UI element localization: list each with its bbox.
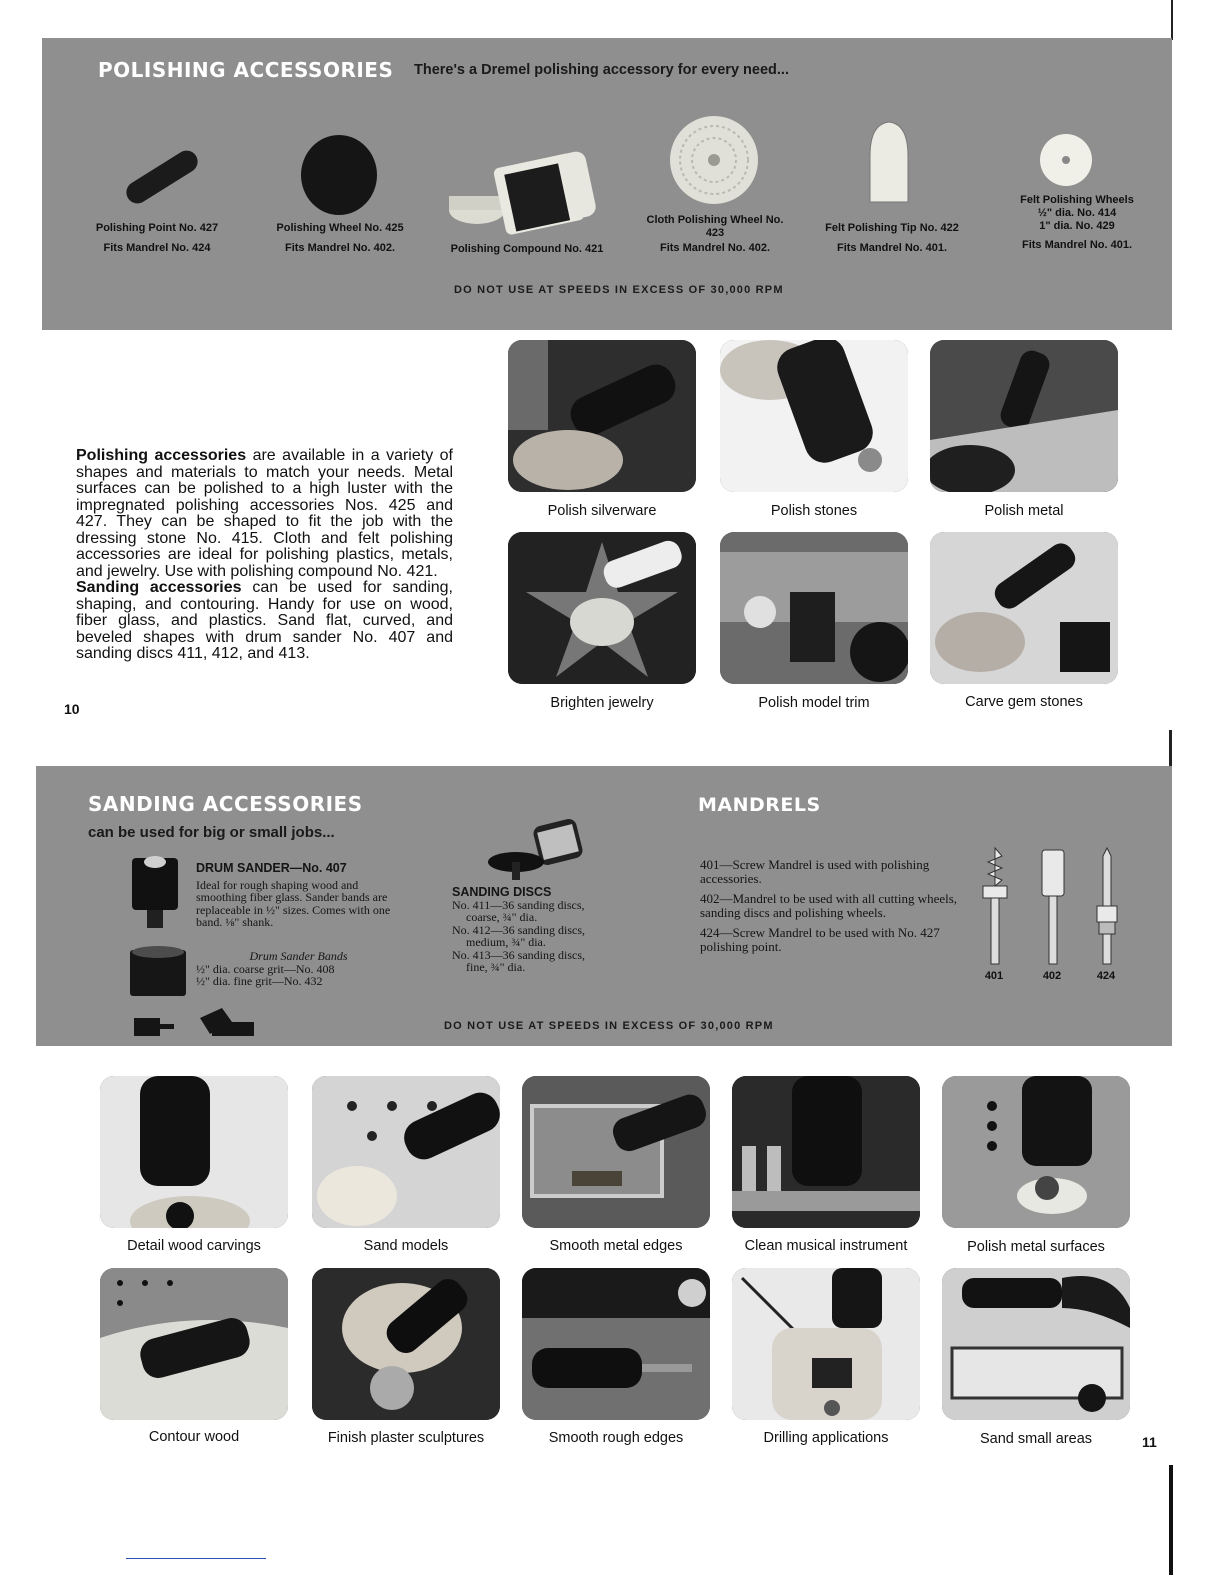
sanding-parts-image	[132, 1004, 256, 1040]
polishing-bold-lead: Polishing accessories	[76, 447, 247, 464]
photo-detail-wood-carvings	[100, 1076, 288, 1228]
sanding-disc-line: No. 411—36 sanding discs,	[452, 897, 585, 912]
product-label-cloth-polishing-wheel: Cloth Polishing Wheel No. 423 Fits Mandrel No. 402.	[646, 214, 784, 254]
cloth-polishing-wheel-image	[664, 110, 764, 210]
product-label-polishing-point: Polishing Point No. 427 Fits Mandrel No. 424	[95, 222, 219, 254]
polishing-tagline: There's a Dremel polishing accessory for every need...	[414, 62, 789, 78]
caption-contour-wood: Contour wood	[148, 1429, 240, 1445]
photo-polish-metal	[930, 340, 1118, 492]
polishing-wheel-image	[294, 130, 384, 220]
caption-polish-silverware: Polish silverware	[547, 503, 657, 519]
product-label-polishing-compound: Polishing Compound No. 421	[450, 243, 604, 255]
photo-drilling-applications	[732, 1268, 920, 1420]
sanding-disc-line: fine, ¾" dia.	[466, 960, 526, 974]
mandrel-item-402: 402—Mandrel to be used with all cutting wheels, sanding discs and polishing wheels.	[700, 891, 958, 920]
product-label-polishing-wheel: Polishing Wheel No. 425 Fits Mandrel No. 402.	[276, 222, 404, 254]
mandrel-item-401: 401—Screw Mandrel is used with polishing accessories.	[700, 857, 930, 886]
drum-sander-block	[196, 862, 401, 929]
caption-polish-model-trim: Polish model trim	[758, 695, 870, 711]
polishing-point-image	[112, 138, 212, 208]
caption-polish-metal: Polish metal	[984, 503, 1064, 519]
sanding-discs-heading: SANDING DISCS	[452, 885, 552, 899]
caption-finish-plaster-sculptures: Finish plaster sculptures	[327, 1430, 485, 1446]
sanding-bold-lead: Sanding accessories	[76, 579, 242, 596]
right-edge-line	[1169, 1465, 1173, 1575]
photo-sand-models	[312, 1076, 500, 1228]
caption-detail-wood-carvings: Detail wood carvings	[127, 1238, 261, 1254]
sanding-discs-image	[482, 816, 592, 886]
bottom-rule	[126, 1558, 266, 1559]
caption-smooth-metal-edges: Smooth metal edges	[549, 1238, 683, 1254]
mandrel-label-402: 402	[1042, 970, 1062, 982]
caption-polish-stones: Polish stones	[770, 503, 858, 519]
sanding-disc-line: medium, ¾" dia.	[466, 935, 546, 949]
sanding-disc-line: No. 412—36 sanding discs,	[452, 922, 585, 937]
photo-clean-musical-instrument	[732, 1076, 920, 1228]
polishing-compound-image	[447, 138, 617, 238]
felt-polishing-tip-image	[864, 120, 914, 206]
polishing-title: POLISHING ACCESSORIES	[98, 58, 394, 82]
photo-polish-stones	[720, 340, 908, 492]
felt-polishing-wheel-image	[1036, 130, 1096, 190]
mandrel-label-424: 424	[1096, 970, 1116, 982]
caption-drilling-applications: Drilling applications	[763, 1430, 889, 1446]
photo-brighten-jewelry	[508, 532, 696, 684]
mandrels-title: MANDRELS	[698, 794, 821, 816]
drum-sander-heading: DRUM SANDER—No. 407	[196, 861, 347, 875]
sanding-discs-block	[452, 886, 632, 974]
caption-clean-musical-instrument: Clean musical instrument	[744, 1238, 908, 1254]
drum-sander-band-coarse: ½" dia. coarse grit—No. 408	[196, 961, 335, 976]
page-number-right: 11	[1142, 1434, 1157, 1450]
photo-smooth-rough-edges	[522, 1268, 710, 1420]
photo-polish-model-trim	[720, 532, 908, 684]
product-label-felt-polishing-wheels: Felt Polishing Wheels ½" dia. No. 414 1" dia. No. 429 Fits Mandrel No. 401.	[1020, 194, 1134, 251]
photo-smooth-metal-edges	[522, 1076, 710, 1228]
sanding-subtitle: can be used for big or small jobs...	[88, 824, 335, 841]
polishing-text: are available in a variety of shapes and materials to match your needs. Metal surfaces can be polished to a high luster with the impregnated polishing accessories Nos. 425 and 427. They can be shaped to fit the job with the dressing stone No. 415. Cloth and felt polishing accessories are ideal for polishing plastics, metals, and jewelry. Use with polishing compound No. 421.	[76, 447, 454, 580]
sanding-text: can be used for sanding, shaping, and contouring. Handy for use on wood, fiber glass, and plastics. Sand flat, curved, and beveled shapes with drum sander No. 407 and sanding discs 411, 412, and 413.	[76, 579, 453, 662]
polishing-speed-warning: DO NOT USE AT SPEEDS IN EXCESS OF 30,000 RPM	[454, 284, 784, 296]
caption-carve-gem-stones: Carve gem stones	[965, 694, 1083, 710]
photo-carve-gem-stones	[930, 532, 1118, 684]
mandrel-label-401: 401	[984, 970, 1004, 982]
photo-sand-small-areas	[942, 1268, 1130, 1420]
photo-polish-metal-surfaces	[942, 1076, 1130, 1228]
caption-smooth-rough-edges: Smooth rough edges	[548, 1430, 684, 1446]
drum-sander-text: Ideal for rough shaping wood and smoothing fiber glass. Sander bands are replaceable in ½" sizes. Comes with one band. ⅛" shank.	[196, 877, 391, 929]
drum-sander-band-fine: ½" dia. fine grit—No. 432	[196, 974, 323, 988]
sanding-title: SANDING ACCESSORIES	[88, 792, 363, 816]
photo-contour-wood	[100, 1268, 288, 1420]
drum-sander-bands-image	[128, 944, 188, 1000]
mandrel-402-image	[1038, 846, 1068, 966]
page-number-left: 10	[64, 701, 80, 717]
mandrel-item-424: 424—Screw Mandrel to be used with No. 427 polishing point.	[700, 925, 940, 954]
right-edge-line	[1169, 730, 1172, 770]
mandrel-424-image	[1092, 846, 1122, 966]
photo-polish-silverware	[508, 340, 696, 492]
sanding-disc-line: No. 413—36 sanding discs,	[452, 947, 585, 962]
mandrel-401-image	[980, 846, 1010, 966]
photo-finish-plaster-sculptures	[312, 1268, 500, 1420]
caption-sand-small-areas: Sand small areas	[979, 1431, 1093, 1447]
mandrels-list	[700, 858, 970, 954]
polishing-band	[42, 38, 1172, 330]
caption-brighten-jewelry: Brighten jewelry	[550, 695, 654, 711]
caption-sand-models: Sand models	[363, 1238, 449, 1254]
sanding-band	[36, 766, 1172, 1046]
drum-sander-bands-heading: Drum Sander Bands	[249, 949, 348, 963]
drum-sander-image	[130, 854, 180, 930]
drum-sander-bands-block	[196, 950, 401, 988]
sanding-speed-warning: DO NOT USE AT SPEEDS IN EXCESS OF 30,000 RPM	[444, 1020, 774, 1032]
caption-polish-metal-surfaces: Polish metal surfaces	[967, 1239, 1105, 1255]
right-edge-line	[1171, 0, 1173, 40]
sanding-disc-line: coarse, ¾" dia.	[466, 910, 538, 924]
product-label-felt-polishing-tip: Felt Polishing Tip No. 422 Fits Mandrel No. 401.	[825, 222, 959, 254]
intro-paragraph	[76, 448, 453, 663]
